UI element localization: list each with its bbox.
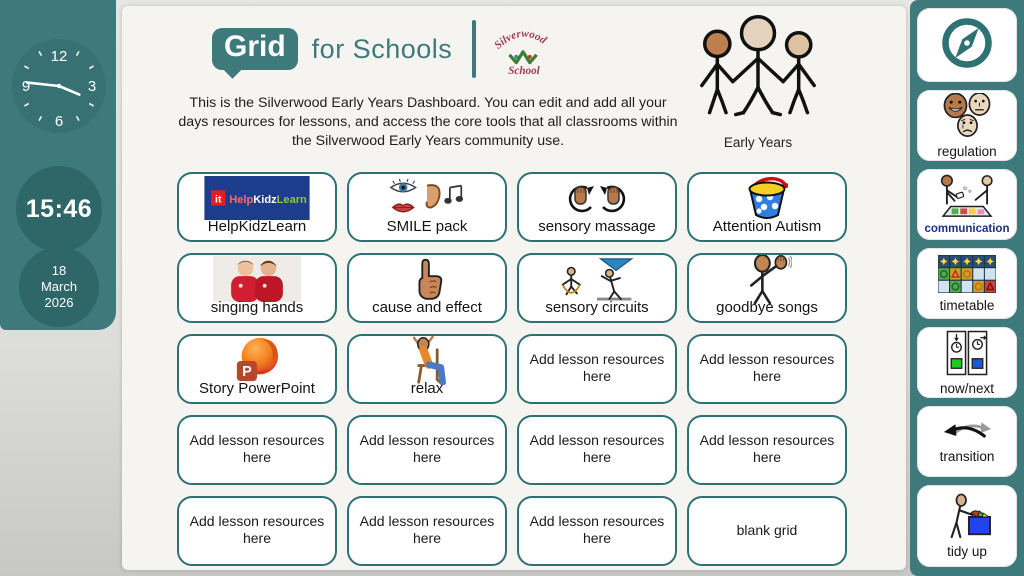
sidebar-tool-communication[interactable] (917, 169, 1017, 240)
svg-text:HelpKidzLearn: HelpKidzLearn (229, 193, 307, 206)
analog-clock (9, 36, 109, 141)
grid-tile-label: Story PowerPoint (199, 379, 315, 397)
digital-time: 15:46 (16, 166, 102, 252)
early-years-figures-icon (683, 8, 833, 132)
regulation-faces-icon (939, 93, 995, 144)
core-tools-list (910, 0, 1024, 575)
now-next-icon (946, 330, 988, 381)
grid-tile-label: Add lesson resources here (359, 513, 495, 546)
svg-text:School: School (508, 65, 541, 78)
sidebar-tool-label: tidy up (947, 544, 987, 560)
date-month: March (40, 278, 78, 294)
grid-tile-goodbye-songs[interactable] (687, 253, 847, 323)
silverwood-school-logo (490, 18, 558, 80)
grid-tile-singing-hands[interactable] (177, 253, 337, 323)
sidebar-tool-label: regulation (937, 143, 997, 159)
grid-tile-helpkidzlearn[interactable] (177, 172, 337, 242)
grid-tile-label: HelpKidzLearn (207, 217, 307, 235)
grid-tile-label: cause and effect (372, 298, 482, 316)
smile-pack-icon (387, 177, 467, 219)
transition-arrows-icon (941, 420, 993, 449)
svg-text:6: 6 (54, 113, 64, 130)
grid-tile-cause-and-effect[interactable] (347, 253, 507, 323)
grid-tile-label: Add lesson resources here (359, 432, 495, 465)
date-display (19, 247, 99, 327)
grid-tile-label: singing hands (210, 298, 304, 316)
svg-text:12: 12 (50, 48, 68, 65)
left-sidebar (0, 0, 116, 330)
timetable-grid-icon (938, 255, 996, 298)
sidebar-tool-transition[interactable] (917, 406, 1017, 477)
sidebar-tool-regulation[interactable] (917, 90, 1017, 161)
sidebar-tool-timetable[interactable] (917, 248, 1017, 319)
sidebar-tool-tidy-up[interactable] (917, 485, 1017, 567)
grid-tile-label: goodbye songs (716, 298, 818, 316)
sensory-massage-icon (560, 177, 634, 219)
svg-text:9: 9 (21, 78, 31, 95)
svg-text:3: 3 (87, 78, 97, 95)
date-year: 2026 (44, 295, 74, 311)
grid-tile-add-lesson-resources-here[interactable] (517, 334, 677, 404)
brand-divider (472, 20, 476, 78)
grid-tile-add-lesson-resources-here[interactable] (177, 415, 337, 485)
grid-tile-add-lesson-resources-here[interactable] (347, 415, 507, 485)
singing-hands-photo (211, 258, 303, 300)
grid-tile-add-lesson-resources-here[interactable] (517, 415, 677, 485)
pointing-finger-icon (410, 258, 444, 300)
sensory-circuits-icon (555, 258, 639, 300)
dashboard-panel (122, 6, 906, 570)
sidebar-tool-label: timetable (939, 297, 995, 313)
svg-text:Silverwood: Silverwood (492, 27, 549, 52)
grid-tile-label: Add lesson resources here (529, 513, 665, 546)
tidy-up-icon (941, 493, 993, 544)
grid-tile-sensory-massage[interactable] (517, 172, 677, 242)
grid-tile-label: blank grid (736, 521, 798, 538)
waving-figure-icon (742, 258, 792, 300)
sidebar-tool-label: transition (939, 448, 995, 464)
early-years-cell (682, 8, 834, 150)
grid-tile-story-powerpoint[interactable] (177, 334, 337, 404)
grid-tile-label: Add lesson resources here (189, 513, 325, 546)
grid-tile-label: Add lesson resources here (189, 432, 325, 465)
sidebar-tool-label: now/next (939, 380, 995, 396)
grid-tile-label: sensory circuits (545, 298, 649, 316)
compass-icon (940, 16, 994, 75)
grid-tile-label: Add lesson resources here (699, 351, 835, 384)
grid-tile-label: Attention Autism (712, 217, 822, 235)
grid-tile-smile-pack[interactable] (347, 172, 507, 242)
communication-board-icon (935, 174, 999, 223)
early-years-label: Early Years (723, 135, 793, 150)
date-day: 18 (51, 262, 67, 278)
grid-logo-suffix: for Schools (311, 33, 453, 64)
grid-tile-add-lesson-resources-here[interactable] (177, 496, 337, 566)
grid-tile-label: sensory massage (538, 217, 656, 235)
powerpoint-logo (233, 339, 281, 381)
svg-text:P: P (242, 363, 252, 380)
grid-tile-add-lesson-resources-here[interactable] (347, 496, 507, 566)
dashboard-description: This is the Silverwood Early Years Dashboard. You can edit and add all your days resources for lessons, and access the core tools that all classrooms within the Silverwood Early Years community use. (178, 95, 678, 149)
grid-tile-label: SMILE pack (386, 217, 468, 235)
relax-icon (403, 339, 451, 381)
lesson-tile-grid (177, 172, 847, 566)
grid-tile-label: relax (410, 379, 444, 397)
attention-autism-bucket-icon (743, 177, 791, 219)
header-brand (212, 18, 558, 80)
helpkidzlearn-logo (204, 177, 310, 219)
svg-text:it: it (215, 193, 222, 206)
grid-tile-label: Add lesson resources here (529, 351, 665, 384)
grid-logo-text: Grid (224, 30, 286, 63)
sidebar-tool-now-next[interactable] (917, 327, 1017, 398)
grid-tile-blank-grid[interactable] (687, 496, 847, 566)
grid-tile-label: Add lesson resources here (699, 432, 835, 465)
grid-logo (212, 28, 298, 70)
grid-tile-add-lesson-resources-here[interactable] (687, 415, 847, 485)
grid-tile-relax[interactable] (347, 334, 507, 404)
grid-tile-label: Add lesson resources here (529, 432, 665, 465)
grid-tile-attention-autism[interactable] (687, 172, 847, 242)
grid-tile-add-lesson-resources-here[interactable] (687, 334, 847, 404)
right-sidebar (910, 0, 1024, 576)
grid-tile-sensory-circuits[interactable] (517, 253, 677, 323)
sidebar-tool-compass-icon[interactable] (917, 8, 1017, 82)
grid-tile-add-lesson-resources-here[interactable] (517, 496, 677, 566)
sidebar-tool-label: communication (924, 222, 1010, 235)
